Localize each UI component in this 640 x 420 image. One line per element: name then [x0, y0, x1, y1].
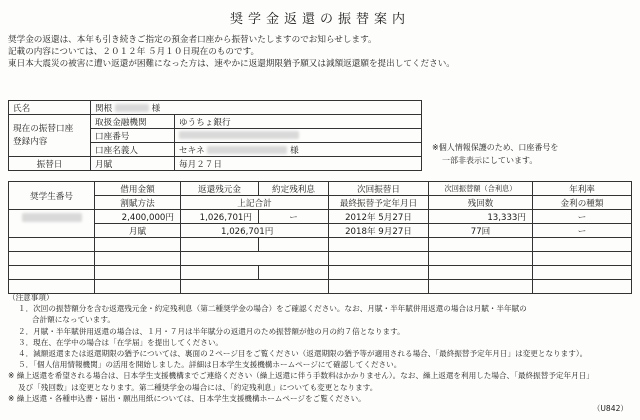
- holder-value: セキネ: [179, 145, 205, 156]
- intro-line: 東日本大震災の被害に遭い返還が困難になった方は、速やかに返還期限猶予願又は減額返還願を提出してください。: [8, 59, 455, 69]
- note-item: ３．現在、在学中の場合は「在学届」を提出してください。: [18, 337, 224, 347]
- table-row: [9, 238, 632, 252]
- intro-text: [8, 34, 628, 70]
- note-item: ２．月賦・半年賦併用返還の場合は、１月・７月は半年賦分の返還月のため振替額が他の月の約７倍となります。: [18, 326, 405, 336]
- interest-amount: ー: [259, 210, 329, 224]
- note-item: １．次回の振替額分を含む返還残元金・約定残利息（第二種奨学金の場合）をご確認ください。なお、月賦・半年賦併用返還の場合は月賦・半年賦の: [18, 304, 527, 314]
- remaining-count: 77回: [429, 224, 533, 238]
- total-header: 上記合計: [181, 196, 329, 210]
- holder-label: 口座名義人: [91, 143, 175, 157]
- account-number-value: [175, 129, 422, 143]
- note-star: ※ 繰上返還を希望される場合は、日本学生支援機構までご連絡ください（繰上返還に伴う手数料はかかりません）。なお、繰上返還を利用した場合、「最終振替予定年月日」: [8, 371, 594, 381]
- name-cell: [91, 101, 422, 115]
- last-date: 2018年 9月27日: [329, 224, 429, 238]
- notes-section: [8, 292, 632, 404]
- loan-amount: 2,400,000円: [95, 210, 181, 224]
- table-row: [9, 266, 632, 280]
- method-header: 割賦方法: [95, 196, 181, 210]
- note-star: ※ 繰上返還・各種申込書・届出・願出用紙については、日本学生支援機構ホームページをご覧ください。: [8, 393, 366, 403]
- next-date: 2012年 5月27日: [329, 210, 429, 224]
- intro-line: 記載の内容については、２０１２年 ５月１０日現在のものです。: [8, 47, 260, 57]
- name-label: 氏名: [9, 101, 91, 115]
- method-value: 月賦: [95, 224, 181, 238]
- form-code: （U842）: [592, 404, 628, 413]
- transfer-day-label: 振替日: [9, 157, 91, 171]
- table-row: [9, 252, 632, 266]
- student-number-header: 奨学生番号: [9, 182, 95, 210]
- loan-header: 借用金額: [95, 182, 181, 196]
- principal-amount: 1,026,701円: [181, 210, 259, 224]
- note-item: 合計額になっています。: [32, 315, 115, 325]
- redaction-block: [207, 146, 287, 154]
- intro-line: 奨学金の返還は、本年も引き続きご指定の預金者口座から振替いたしますのでお知らせします。: [8, 35, 377, 45]
- total-value: 1,026,701円: [181, 224, 329, 238]
- rate-type-header: 金利の種類: [533, 196, 632, 210]
- bank-label: 取扱金融機関: [91, 115, 175, 129]
- holder-suffix: 様: [290, 145, 299, 156]
- bank-value: ゆうちょ銀行: [175, 115, 422, 129]
- rate-value: ー: [533, 210, 632, 224]
- note-item: ５．「個人信用情報機関」の活用を開始しました。詳細は日本学生支援機構ホームページにて確認してください。: [18, 360, 402, 370]
- account-table: [8, 100, 422, 171]
- current-account-label: 現在の振替口座 登録内容: [9, 115, 91, 157]
- page-title: 奨学金返還の振替案内: [229, 12, 410, 27]
- name-value: 関根: [95, 103, 113, 114]
- redaction-block: [115, 104, 149, 112]
- account-number-label: 口座番号: [91, 129, 175, 143]
- student-number-cell: [9, 210, 95, 238]
- last-date-header: 最終振替予定年月日: [329, 196, 429, 210]
- transfer-type: 月賦: [91, 157, 175, 171]
- redaction-block: [179, 131, 299, 139]
- principal-header: 返還残元金: [181, 182, 259, 196]
- privacy-note: ※個人情報保護のため、口座番号を 一部非表示にしています。: [432, 143, 559, 165]
- rate-header: 年利率: [533, 182, 632, 196]
- remaining-header: 残回数: [429, 196, 533, 210]
- note-star-continued: 及び「残回数」は変更となります。第二種奨学金の場合には、「約定残利息」についても変更となります。: [18, 382, 378, 392]
- next-date-header: 次回振替日: [329, 182, 429, 196]
- notes-heading: （注意事項）: [8, 293, 54, 302]
- next-amount: 13,333円: [429, 210, 533, 224]
- repayment-table: [8, 181, 632, 294]
- name-suffix: 様: [151, 103, 161, 114]
- holder-cell: [175, 143, 422, 157]
- transfer-day-value: 毎月２７日: [175, 157, 422, 171]
- redaction-block: [22, 213, 82, 222]
- interest-header: 約定残利息: [259, 182, 329, 196]
- next-amount-header: 次回振替額（合利息）: [429, 182, 533, 196]
- note-item: ４．減額返還または返還期限の猶予については、裏面の２ページ目をご覧ください（返還期限の猶予等が適用される場合、「最終振替予定年月日」は変更となります）。: [18, 349, 588, 359]
- rate-type-value: ー: [533, 224, 632, 238]
